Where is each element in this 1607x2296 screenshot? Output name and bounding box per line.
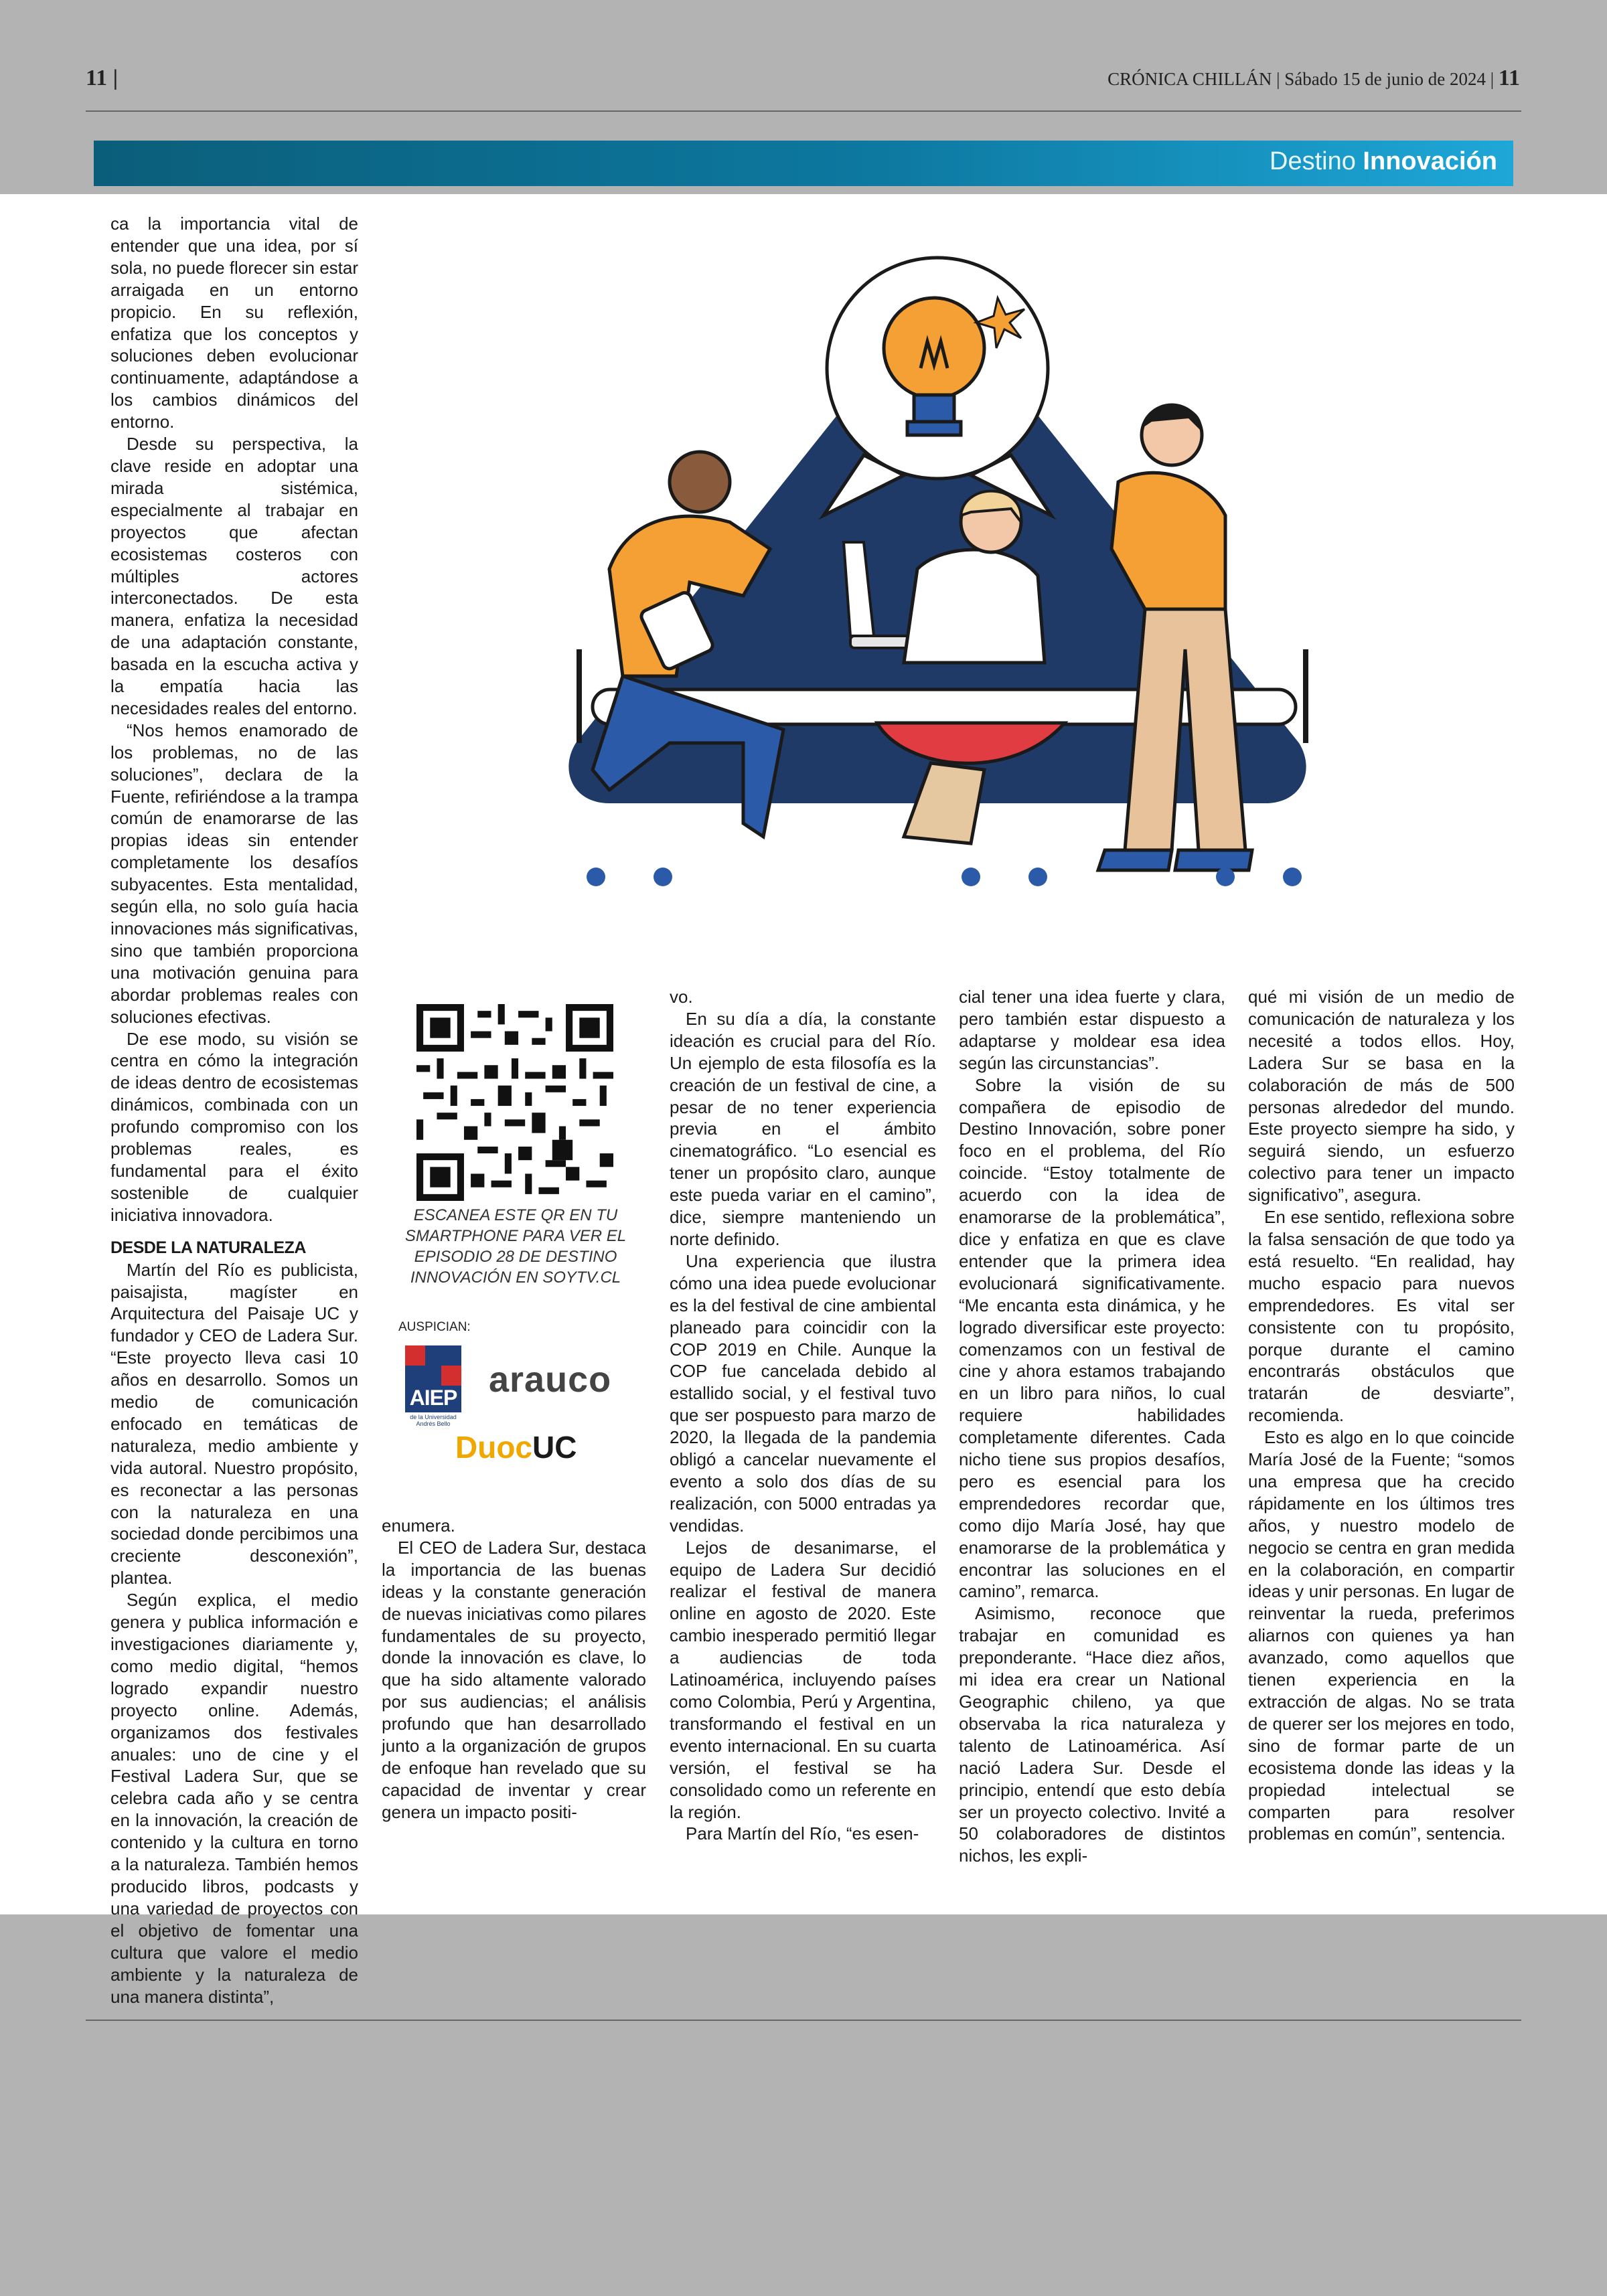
article-column-3 <box>670 986 936 1845</box>
article-column-4 <box>959 986 1225 1867</box>
section-banner <box>94 141 1513 186</box>
paragraph: Asimismo, reconoce que trabajar en comunidad es preponderante. “Hace diez años, mi idea era crear un National Geographic chileno, ya que observaba la rica naturaleza y talento de Latinoamérica. Así nació Ladera Sur. Desde el principio, entendí que esto debía ser un proyecto colectivo. Invité a 50 colaboradores de distintos nichos, les expli- <box>959 1603 1225 1866</box>
paragraph: Lejos de desanimarse, el equipo de Ladera Sur decidió realizar el festival de manera online en agosto de 2020. Este cambio inesperado permitió llegar a audiencias de toda Latinoamérica, incluyendo países como Colombia, Perú y Argentina, transformando el festival en un evento internacional. En su cuarta versión, el festival se ha consolidado como un referente en la región. <box>670 1537 936 1822</box>
issue-date: | Sábado 15 de junio de 2024 | <box>1276 69 1495 89</box>
paragraph: ca la importancia vital de entender que una idea, por sí sola, no puede florecer sin estar arraigada en un entorno propicio. En su reflexión, enfatiza que los conceptos y soluciones deben evolucionar continuamente, adaptándose a los cambios dinámicos del entorno. <box>110 214 358 432</box>
page-number-left: 11 | <box>86 66 119 90</box>
lightbulb-icon <box>884 298 984 398</box>
duoc-uc-logo <box>455 1429 577 1465</box>
masthead <box>1107 66 1520 91</box>
paragraph: Una experiencia que ilustra cómo una idea puede evolucionar es la del festival de cine ambiental planeado para coincidir con la COP 2019 en Chile. Aunque la COP fue cancelada debido al estallido social, y el festival tuvo que ser pospuesto para marzo de 2020, la llegada de la pandemia obligó a cancelar nuevamente el evento a solo dos días de su realización, con 5000 entradas ya vendidas. <box>670 1250 936 1536</box>
paragraph: En ese sentido, reflexiona sobre la falsa sensación de que todo ya está resuelto. “En realidad, hay mucho espacio para nuevos emprendedores. Es vital ser consistente con tu propósito, porque durante el camino encontrarás obstáculos que tratarán de desviarte”, recomienda. <box>1248 1207 1515 1426</box>
aiep-logo-text: AIEP <box>409 1386 457 1410</box>
article-column-2 <box>382 1515 646 1823</box>
sponsors-label: AUSPICIAN: <box>398 1320 471 1334</box>
section-title-a: Destino <box>1270 147 1356 175</box>
paragraph: Desde su perspectiva, la clave reside en adoptar una mirada sistémica, especialmente al trabajar en proyectos que afectan ecosistemas costeros con múltiples actores interconectados. De esta manera, enfatiza la necesidad de una adaptación constante, basada en la escucha activa y la empatía hacia las necesidades reales del entorno. <box>110 434 358 718</box>
team-brainstorm-illustration <box>529 234 1346 904</box>
qr-code[interactable] <box>416 1004 613 1201</box>
paragraph: vo. <box>670 987 693 1007</box>
section-title <box>1270 147 1497 176</box>
article-column-1 <box>110 213 358 2007</box>
paragraph: cial tener una idea fuerte y clara, pero también estar dispuesto a adaptarse y moldear esa idea según las circunstancias”. <box>959 987 1225 1073</box>
aiep-logo <box>405 1345 461 1424</box>
footer-rule <box>86 2020 1521 2021</box>
paragraph: De ese modo, su visión se centra en cómo la integración de ideas dentro de ecosistemas dinámicos, combinada con un profundo compromiso con los problemas reales, es fundamental para el éxito sostenible de cualquier iniciativa innovadora. <box>110 1028 358 1225</box>
paragraph: qué mi visión de un medio de comunicación de naturaleza y los necesité a todos ellos. Hoy, Ladera Sur se basa en la colaboración de más de 500 personas alrededor del mundo. Este proyecto siempre ha sido, y seguirá siendo, un esfuerzo colectivo para tener un impacto significativo”, asegura. <box>1248 987 1515 1206</box>
duoc-logo-part-a: Duoc <box>455 1430 532 1465</box>
paragraph: Martín del Río es publicista, paisajista, magíster en Arquitectura del Paisaje UC y fundador y CEO de Ladera Sur. “Este proyecto lleva casi 10 años en desarrollo. Somos un medio de comunicación enfocado en temáticas de naturaleza, medio ambiente y vida autoral. Nuestro propósito, es reconectar a las personas con la naturaleza en una sociedad donde percibimos una creciente desconexión”, plantea. <box>110 1259 358 1588</box>
duoc-logo-part-b: UC <box>532 1430 577 1465</box>
page-number-right: 11 <box>1498 66 1520 90</box>
paragraph: El CEO de Ladera Sur, destaca la importancia de las buenas ideas y la constante generación de nuevas iniciativas como pilares fundamentales de su proyecto, donde la innovación es clave, lo que ha sido altamente valorado por sus audiencias; el análisis profundo que han desarrollado junto a la organización de grupos de enfoque han revelado que su capacidad de inventar y crear genera un impacto positi- <box>382 1537 646 1822</box>
header-rule <box>86 110 1521 112</box>
person-center <box>904 550 1045 663</box>
arauco-logo: arauco <box>489 1360 612 1400</box>
section-title-b: Innovación <box>1363 147 1497 175</box>
paragraph: Esto es algo en lo que coincide María José de la Fuente; “somos una empresa que ha crecido rápidamente en los últimos tres años, y nuestro modelo de negocio se centra en gran medida en la colaboración, en compartir ideas y unir personas. En lugar de reinventar la rueda, preferimos aliarnos con quienes ya han avanzado, como aquellos que tienen experiencia en la extracción de algas. No se trata de querer ser los mejores en todo, sino de formar parte de un ecosistema donde las ideas y la propiedad intelectual se comparten para resolver problemas en común”, sentencia. <box>1248 1427 1515 1844</box>
paragraph: Según explica, el medio genera y publica información e investigaciones diariamente y, como medio digital, “hemos logrado expandir nuestro proyecto online. Además, organizamos dos festivales anuales: uno de cine y el Festival Ladera Sur, que se celebra cada año y se centra en la innovación, la creación de contenido y la cultura en torno a la naturaleza. También hemos producido libros, podcasts y una variedad de proyectos con el objetivo de fomentar una cultura que valore el medio ambiente y la naturaleza de una manera distinta”, <box>110 1590 358 2007</box>
paragraph: enumera. <box>382 1515 455 1536</box>
paragraph: Sobre la visión de su compañera de episodio de Destino Innovación, sobre poner foco en el problema, del Río coincide. “Estoy totalmente de acuerdo con la idea de enamorarse de la problemática”, dice y enfatiza en que es clave entender que la primera idea evolucionará significativamente. “Me encanta esta dinámica, y he logrado diversificar este proyecto: comenzamos con un festival de cine y ahora estamos trabajando en un libro para niños, lo cual requiere habilidades completamente diferentes. Cada nicho tiene sus propios desafíos, pero es esencial para los emprendedores recordar que, como dijo María José, hay que enamorarse de la problemática y encontrar las soluciones en el camino”, remarca. <box>959 1074 1225 1602</box>
paper-name: CRÓNICA CHILLÁN <box>1107 69 1272 89</box>
paragraph: En su día a día, la constante ideación es crucial para del Río. Un ejemplo de esta filosofía es la creación de un festival de cine, a pesar de no tener experiencia previa en el ámbito cinematográfico. “Lo esencial es tener un propósito claro, aunque este pueda variar en el camino”, dice, siempre manteniendo un norte definido. <box>670 1008 936 1249</box>
paragraph: Para Martín del Río, “es esen- <box>686 1823 919 1844</box>
subheading: DESDE LA NATURALEZA <box>110 1238 306 1257</box>
aiep-logo-subtext: de la Universidad Andrés Bello <box>410 1414 457 1427</box>
article-column-5 <box>1248 986 1515 1845</box>
qr-caption: ESCANEA ESTE QR EN TU SMARTPHONE PARA VER EL EPISODIO 28 DE DESTINO INNOVACIÓN EN SOYTV.CL <box>404 1206 627 1287</box>
page-header <box>0 0 1607 194</box>
paragraph: “Nos hemos enamorado de los problemas, no de las soluciones”, declara de la Fuente, refiriéndose a la trampa común de enamorarse de las propias ideas sin entender completamente los desafíos subyacentes. Esta mentalidad, según ella, no solo guía hacia innovaciones más significativas, sino que también proporciona una motivación genuina para abordar problemas reales con soluciones efectivas. <box>110 720 358 1027</box>
